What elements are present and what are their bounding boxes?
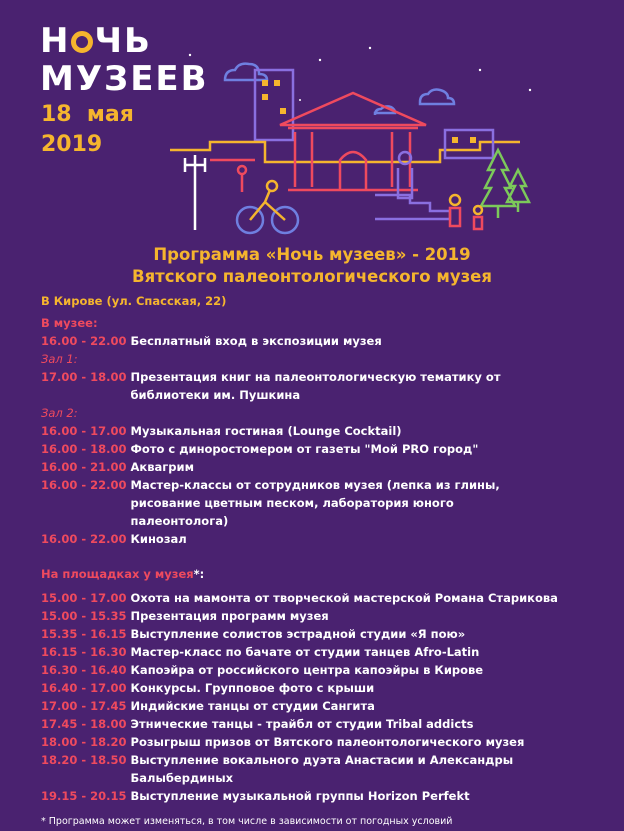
logo-letter: Н [40, 21, 71, 61]
schedule-row [41, 458, 611, 476]
event-title: Презентация книг на палеонтологическую тематику от библиотеки им. Пушкина [130, 370, 501, 402]
schedule-row [41, 332, 611, 350]
event-time: 15.00 - 17.00 [41, 591, 127, 605]
event-time: 16.15 - 16.30 [41, 645, 127, 659]
event-title: Выступление музыкальной группы Horizon Perfekt [130, 789, 470, 803]
section-header-museum: В музее: [41, 316, 98, 330]
event-time: 16.00 - 22.00 [41, 334, 127, 348]
schedule-row [41, 661, 611, 679]
event-title: Фото с диноростомером от газеты "Мой PRO город" [130, 442, 479, 456]
event-time: 16.00 - 21.00 [41, 460, 127, 474]
event-title: Индийские танцы от студии Сангита [130, 699, 375, 713]
schedule-row [41, 422, 611, 440]
schedule-row [41, 751, 611, 787]
event-date [41, 100, 134, 160]
hall-1-label: Зал 1: [41, 352, 78, 366]
event-time: 16.40 - 17.00 [41, 681, 127, 695]
event-title: Бесплатный вход в экспозиции музея [130, 334, 382, 348]
event-title: Охота на мамонта от творческой мастерской Романа Старикова [130, 591, 558, 605]
schedule-row [41, 733, 611, 751]
date-year: 2019 [41, 132, 103, 157]
event-time: 15.00 - 15.35 [41, 609, 127, 623]
event-time: 16.00 - 18.00 [41, 442, 127, 456]
museum-events-list [41, 332, 611, 350]
outdoor-header-text: На площадках у музея [41, 567, 194, 581]
schedule-row [41, 643, 611, 661]
person-icon [238, 166, 246, 174]
person-icon [474, 206, 482, 214]
cloud-icon [420, 90, 454, 105]
date-day: 18 мая [41, 102, 134, 127]
event-time: 18.20 - 18.50 [41, 753, 127, 767]
schedule-row [41, 530, 611, 548]
person-icon [450, 195, 460, 205]
event-time: 15.35 - 16.15 [41, 627, 127, 641]
schedule-row [41, 679, 611, 697]
city-museum-illustration [170, 40, 550, 235]
title-line-2: Вятского палеонтологического музея [132, 267, 492, 286]
event-title: Конкурсы. Групповое фото с крыши [130, 681, 375, 695]
footnote: * Программа может изменяться, в том числе в зависимости от погодных условий [41, 816, 453, 827]
moon-o-icon [71, 31, 93, 53]
schedule-row [41, 787, 611, 805]
program-title [0, 244, 624, 288]
event-time: 16.00 - 17.00 [41, 424, 127, 438]
event-title: Кинозал [130, 532, 187, 546]
event-title: Презентация программ музея [130, 609, 329, 623]
event-title: Розыгрыш призов от Вятского палеонтологического музея [130, 735, 525, 749]
cloud-icon [225, 64, 267, 80]
event-time: 16.00 - 22.00 [41, 532, 127, 546]
logo-letters: ЧЬ [94, 21, 152, 61]
event-title: Музыкальная гостиная (Lounge Cocktail) [130, 424, 402, 438]
logo-line-2: МУЗЕЕВ [40, 59, 209, 99]
event-time: 16.00 - 22.00 [41, 478, 127, 492]
event-title: Мастер-классы от сотрудников музея (лепка из глины, рисование цветным песком, лаборатория юного палеонтолога) [130, 478, 500, 528]
program-schedule [41, 292, 611, 831]
event-title: Аквагрим [130, 460, 194, 474]
event-title: Выступление солистов эстрадной студии «Я пою» [130, 627, 466, 641]
event-title: Капоэйра от российского центра капоэйры в Кирове [130, 663, 484, 677]
schedule-row [41, 476, 611, 530]
event-time: 18.00 - 18.20 [41, 735, 127, 749]
event-title: Мастер-класс по бачате от студии танцев Afro-Latin [130, 645, 480, 659]
outdoor-events-list [41, 589, 611, 805]
schedule-row [41, 625, 611, 643]
schedule-row [41, 607, 611, 625]
hall-2-label: Зал 2: [41, 406, 78, 420]
schedule-row [41, 368, 611, 404]
event-time: 17.00 - 18.00 [41, 370, 127, 384]
schedule-row [41, 697, 611, 715]
schedule-row [41, 440, 611, 458]
schedule-row [41, 589, 611, 607]
street-lamp-icon [185, 155, 205, 230]
section-header-outdoor [41, 565, 611, 583]
museum-building-icon [280, 93, 426, 125]
event-time: 16.30 - 16.40 [41, 663, 127, 677]
outdoor-header-asterisk: *: [193, 567, 205, 581]
location-address: В Кирове (ул. Спасская, 22) [41, 294, 227, 308]
schedule-row [41, 715, 611, 733]
event-time: 19.15 - 20.15 [41, 789, 127, 803]
title-line-1: Программа «Ночь музеев» - 2019 [153, 245, 471, 264]
event-title: Выступление вокального дуэта Анастасии и Александры Балыбердиных [130, 753, 514, 785]
event-time: 17.00 - 17.45 [41, 699, 127, 713]
event-time: 17.45 - 18.00 [41, 717, 127, 731]
event-title: Этнические танцы - трайбл от студии Tribal addicts [130, 717, 474, 731]
